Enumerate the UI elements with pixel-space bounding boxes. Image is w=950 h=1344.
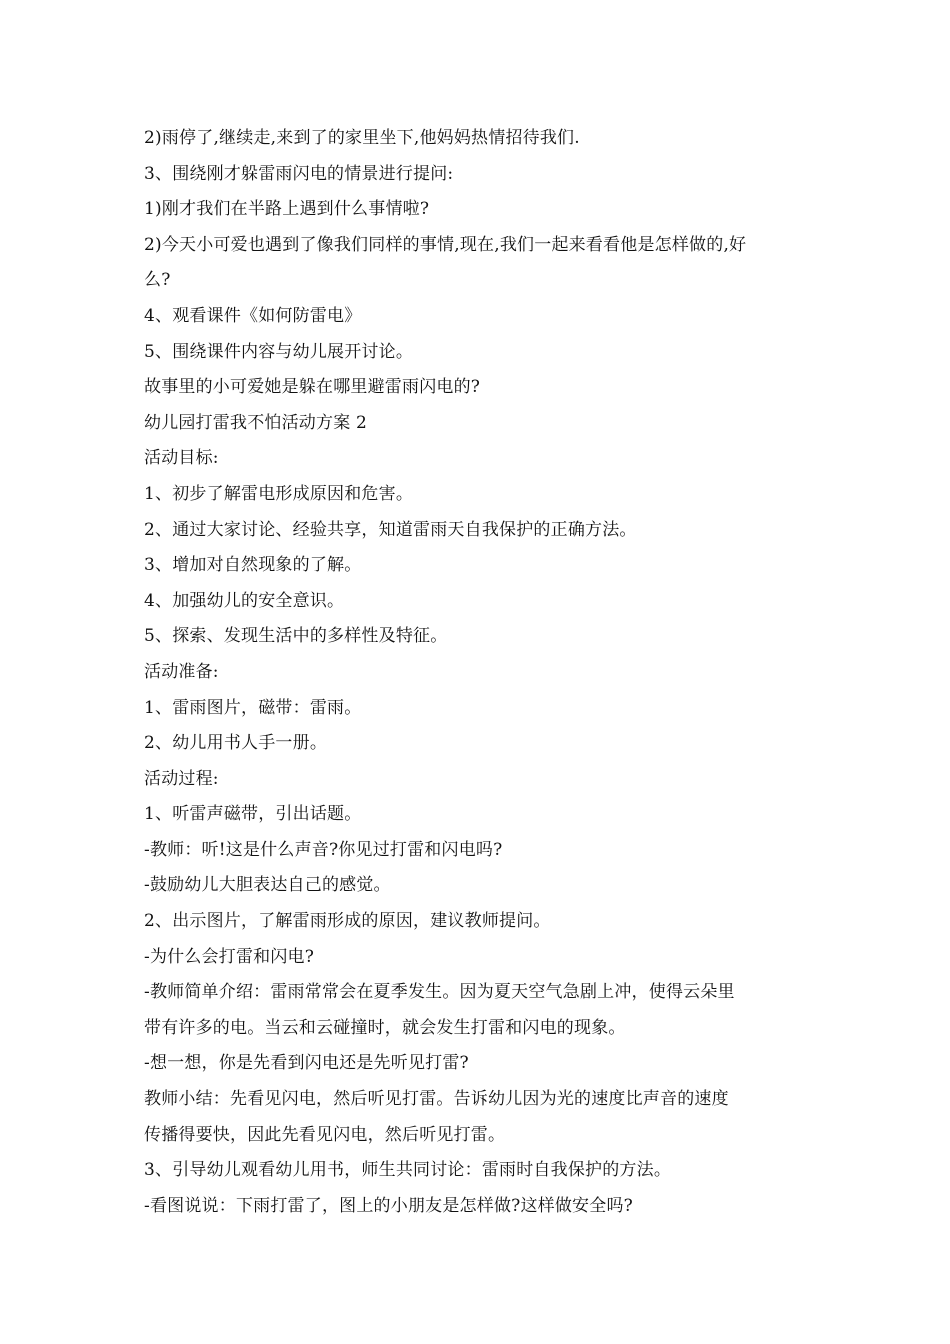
text-line: 1)刚才我们在半路上遇到什么事情啦? xyxy=(144,199,430,220)
text-line: 1、初步了解雷电形成原因和危害。 xyxy=(144,483,414,504)
text-line: -想一想，你是先看到闪电还是先听见打雷? xyxy=(144,1053,469,1074)
text-line: 带有许多的电。当云和云碰撞时，就会发生打雷和闪电的现象。 xyxy=(144,1017,626,1038)
text-line: 3、增加对自然现象的了解。 xyxy=(144,555,362,576)
text-line: 么? xyxy=(144,270,171,291)
text-line: 5、围绕课件内容与幼儿展开讨论。 xyxy=(144,341,414,362)
text-line: -教师：听!这是什么声音?你见过打雷和闪电吗? xyxy=(144,839,503,860)
text-line: 5、探索、发现生活中的多样性及特征。 xyxy=(144,626,448,647)
text-line: -鼓励幼儿大胆表达自己的感觉。 xyxy=(144,875,391,896)
text-line: 2、幼儿用书人手一册。 xyxy=(144,733,328,754)
text-line: 故事里的小可爱她是躲在哪里避雷雨闪电的? xyxy=(144,377,481,398)
text-line: 传播得要快，因此先看见闪电，然后听见打雷。 xyxy=(144,1124,506,1145)
subheading-goals: 活动目标: xyxy=(144,448,219,469)
text-line: 2)雨停了,继续走,来到了的家里坐下,他妈妈热情招待我们. xyxy=(144,128,580,148)
text-line: 4、观看课件《如何防雷电》 xyxy=(144,305,362,326)
section-title: 幼儿园打雷我不怕活动方案 2 xyxy=(144,412,368,433)
text-line: 3、围绕刚才躲雷雨闪电的情景进行提问: xyxy=(144,163,454,184)
text-line: 3、引导幼儿观看幼儿用书，师生共同讨论：雷雨时自我保护的方法。 xyxy=(144,1160,672,1181)
document-body xyxy=(144,121,814,1224)
subheading-process: 活动过程: xyxy=(144,768,219,789)
subheading-preparation: 活动准备: xyxy=(144,661,219,682)
text-line: 教师小结：先看见闪电，然后听见打雷。告诉幼儿因为光的速度比声音的速度 xyxy=(144,1089,729,1110)
text-line: -教师简单介绍：雷雨常常会在夏季发生。因为夏天空气急剧上冲，使得云朵里 xyxy=(144,982,735,1003)
text-line: -看图说说：下雨打雷了，图上的小朋友是怎样做?这样做安全吗? xyxy=(144,1195,633,1216)
text-line: 1、听雷声磁带，引出话题。 xyxy=(144,804,362,825)
text-line: -为什么会打雷和闪电? xyxy=(144,946,315,967)
text-line: 4、加强幼儿的安全意识。 xyxy=(144,590,345,611)
text-line: 2)今天小可爱也遇到了像我们同样的事情,现在,我们一起来看看他是怎样做的,好 xyxy=(144,234,747,255)
text-line: 2、通过大家讨论、经验共享，知道雷雨天自我保护的正确方法。 xyxy=(144,519,637,540)
text-line: 2、出示图片，了解雷雨形成的原因，建议教师提问。 xyxy=(144,911,551,932)
text-line: 1、雷雨图片，磁带：雷雨。 xyxy=(144,697,362,718)
